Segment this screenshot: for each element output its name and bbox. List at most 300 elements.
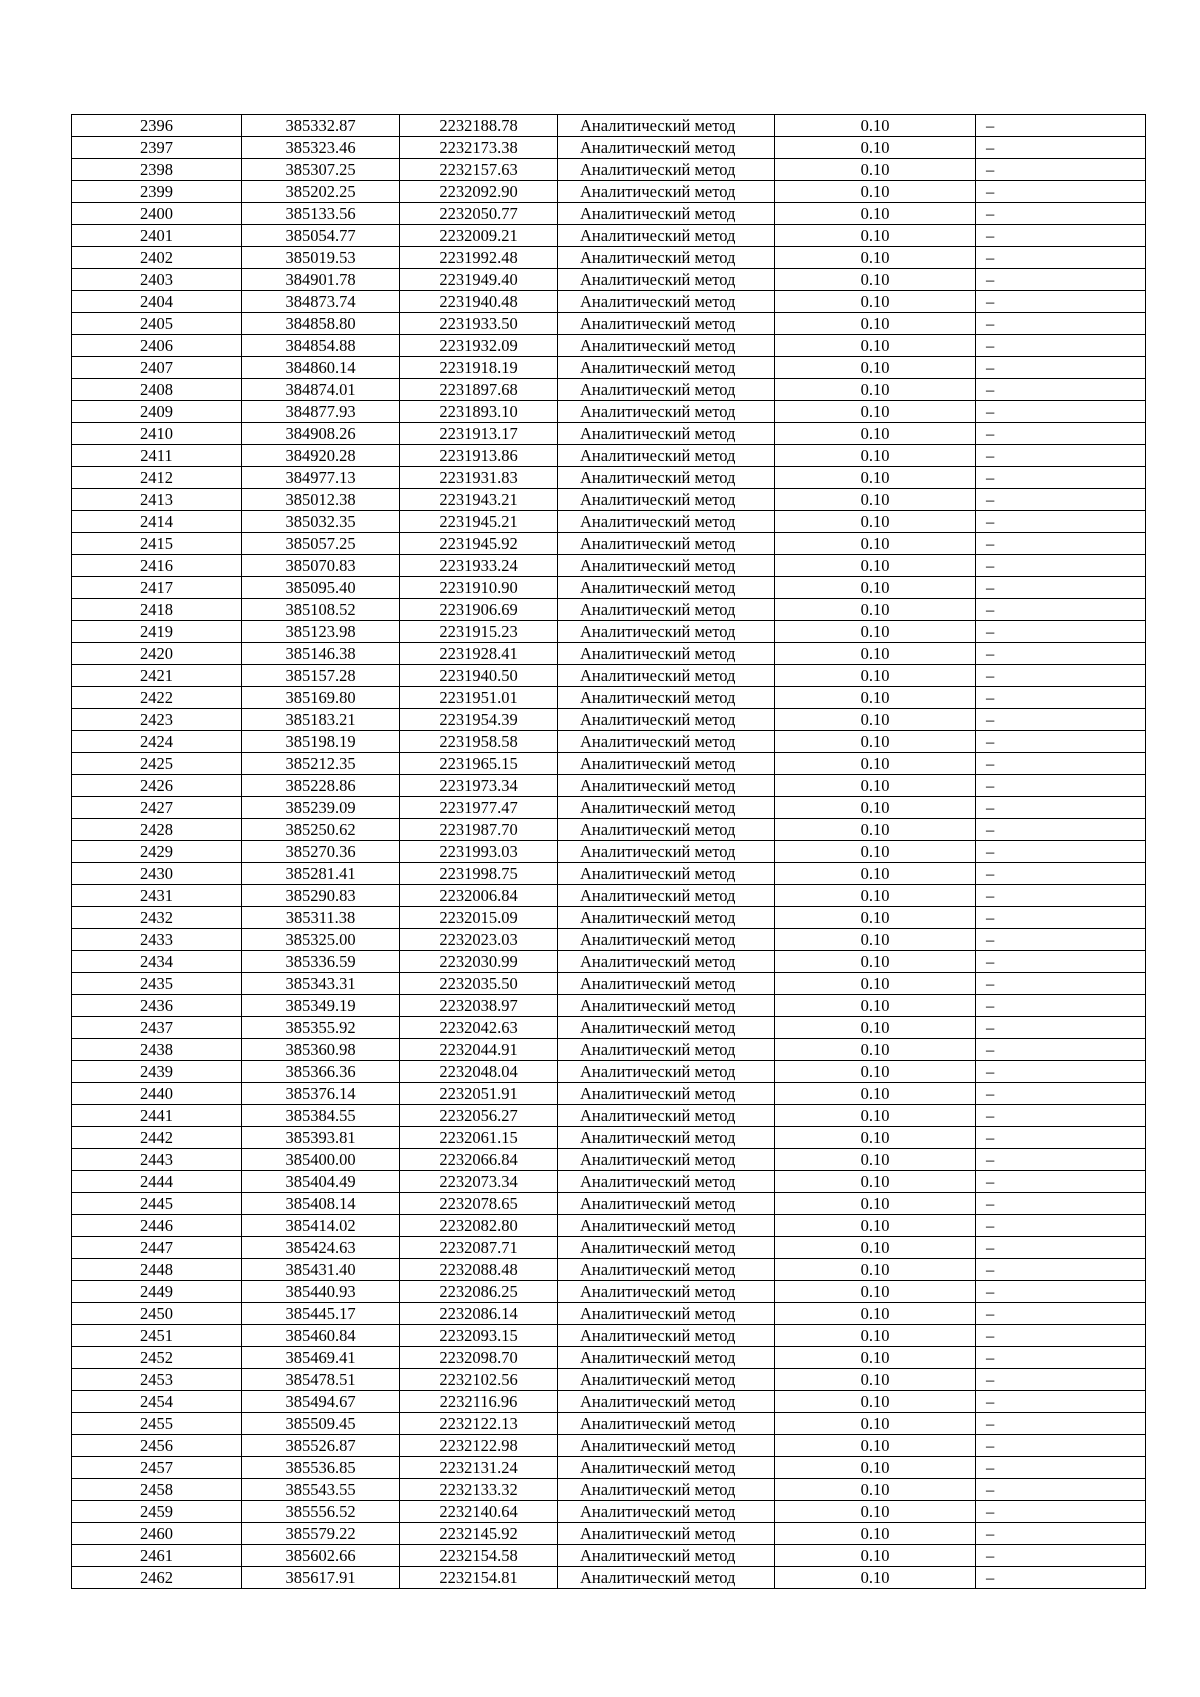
method-cell: Аналитический метод: [558, 159, 775, 181]
x-coordinate-cell: 385070.83: [242, 555, 400, 577]
x-coordinate-cell: 385133.56: [242, 203, 400, 225]
y-coordinate-cell: 2232173.38: [400, 137, 558, 159]
table-row: [72, 269, 1146, 291]
note-cell: –: [976, 1457, 1146, 1479]
method-cell: Аналитический метод: [558, 775, 775, 797]
table-row: [72, 225, 1146, 247]
point-number-cell: 2445: [72, 1193, 242, 1215]
x-coordinate-cell: 385393.81: [242, 1127, 400, 1149]
method-cell: Аналитический метод: [558, 247, 775, 269]
table-row: [72, 357, 1146, 379]
method-cell: Аналитический метод: [558, 1567, 775, 1589]
method-cell: Аналитический метод: [558, 313, 775, 335]
x-coordinate-cell: 385400.00: [242, 1149, 400, 1171]
note-cell: –: [976, 1017, 1146, 1039]
y-coordinate-cell: 2231977.47: [400, 797, 558, 819]
table-row: [72, 885, 1146, 907]
note-cell: –: [976, 423, 1146, 445]
y-coordinate-cell: 2232154.81: [400, 1567, 558, 1589]
method-cell: Аналитический метод: [558, 1347, 775, 1369]
note-cell: –: [976, 929, 1146, 951]
note-cell: –: [976, 1479, 1146, 1501]
note-cell: –: [976, 1325, 1146, 1347]
accuracy-cell: 0.10: [775, 401, 976, 423]
method-cell: Аналитический метод: [558, 1391, 775, 1413]
x-coordinate-cell: 385509.45: [242, 1413, 400, 1435]
x-coordinate-cell: 385424.63: [242, 1237, 400, 1259]
x-coordinate-cell: 385336.59: [242, 951, 400, 973]
point-number-cell: 2399: [72, 181, 242, 203]
method-cell: Аналитический метод: [558, 1215, 775, 1237]
note-cell: –: [976, 687, 1146, 709]
x-coordinate-cell: 385440.93: [242, 1281, 400, 1303]
note-cell: –: [976, 489, 1146, 511]
point-number-cell: 2420: [72, 643, 242, 665]
table-row: [72, 1545, 1146, 1567]
point-number-cell: 2396: [72, 115, 242, 137]
accuracy-cell: 0.10: [775, 357, 976, 379]
x-coordinate-cell: 385478.51: [242, 1369, 400, 1391]
table-row: [72, 181, 1146, 203]
point-number-cell: 2452: [72, 1347, 242, 1369]
note-cell: –: [976, 775, 1146, 797]
method-cell: Аналитический метод: [558, 1259, 775, 1281]
table-row: [72, 753, 1146, 775]
note-cell: –: [976, 1391, 1146, 1413]
y-coordinate-cell: 2232073.34: [400, 1171, 558, 1193]
x-coordinate-cell: 384920.28: [242, 445, 400, 467]
accuracy-cell: 0.10: [775, 555, 976, 577]
method-cell: Аналитический метод: [558, 1501, 775, 1523]
point-number-cell: 2441: [72, 1105, 242, 1127]
note-cell: –: [976, 1567, 1146, 1589]
point-number-cell: 2404: [72, 291, 242, 313]
x-coordinate-cell: 385526.87: [242, 1435, 400, 1457]
table-row: [72, 445, 1146, 467]
y-coordinate-cell: 2232082.80: [400, 1215, 558, 1237]
table-row: [72, 1501, 1146, 1523]
point-number-cell: 2455: [72, 1413, 242, 1435]
method-cell: Аналитический метод: [558, 841, 775, 863]
table-row: [72, 1567, 1146, 1589]
table-row: [72, 1523, 1146, 1545]
y-coordinate-cell: 2232051.91: [400, 1083, 558, 1105]
method-cell: Аналитический метод: [558, 1039, 775, 1061]
table-row: [72, 423, 1146, 445]
table-row: [72, 819, 1146, 841]
method-cell: Аналитический метод: [558, 489, 775, 511]
table-row: [72, 577, 1146, 599]
table-row: [72, 863, 1146, 885]
y-coordinate-cell: 2231943.21: [400, 489, 558, 511]
method-cell: Аналитический метод: [558, 665, 775, 687]
method-cell: Аналитический метод: [558, 1083, 775, 1105]
method-cell: Аналитический метод: [558, 753, 775, 775]
accuracy-cell: 0.10: [775, 841, 976, 863]
table-row: [72, 1149, 1146, 1171]
note-cell: –: [976, 225, 1146, 247]
table-row: [72, 621, 1146, 643]
point-number-cell: 2433: [72, 929, 242, 951]
x-coordinate-cell: 385270.36: [242, 841, 400, 863]
x-coordinate-cell: 385323.46: [242, 137, 400, 159]
method-cell: Аналитический метод: [558, 401, 775, 423]
point-number-cell: 2457: [72, 1457, 242, 1479]
x-coordinate-cell: 385384.55: [242, 1105, 400, 1127]
point-number-cell: 2458: [72, 1479, 242, 1501]
accuracy-cell: 0.10: [775, 1149, 976, 1171]
method-cell: Аналитический метод: [558, 225, 775, 247]
y-coordinate-cell: 2232044.91: [400, 1039, 558, 1061]
method-cell: Аналитический метод: [558, 1149, 775, 1171]
accuracy-cell: 0.10: [775, 1215, 976, 1237]
table-row: [72, 1303, 1146, 1325]
note-cell: –: [976, 1149, 1146, 1171]
accuracy-cell: 0.10: [775, 489, 976, 511]
note-cell: –: [976, 709, 1146, 731]
method-cell: Аналитический метод: [558, 467, 775, 489]
method-cell: Аналитический метод: [558, 1523, 775, 1545]
accuracy-cell: 0.10: [775, 621, 976, 643]
note-cell: –: [976, 951, 1146, 973]
note-cell: –: [976, 885, 1146, 907]
note-cell: –: [976, 797, 1146, 819]
x-coordinate-cell: 385355.92: [242, 1017, 400, 1039]
note-cell: –: [976, 1039, 1146, 1061]
method-cell: Аналитический метод: [558, 1017, 775, 1039]
method-cell: Аналитический метод: [558, 599, 775, 621]
table-row: [72, 1127, 1146, 1149]
accuracy-cell: 0.10: [775, 797, 976, 819]
y-coordinate-cell: 2232092.90: [400, 181, 558, 203]
y-coordinate-cell: 2232009.21: [400, 225, 558, 247]
note-cell: –: [976, 1259, 1146, 1281]
y-coordinate-cell: 2231933.50: [400, 313, 558, 335]
accuracy-cell: 0.10: [775, 907, 976, 929]
point-number-cell: 2411: [72, 445, 242, 467]
table-row: [72, 1171, 1146, 1193]
x-coordinate-cell: 385054.77: [242, 225, 400, 247]
note-cell: –: [976, 533, 1146, 555]
y-coordinate-cell: 2231945.21: [400, 511, 558, 533]
note-cell: –: [976, 555, 1146, 577]
method-cell: Аналитический метод: [558, 1105, 775, 1127]
table-row: [72, 1105, 1146, 1127]
accuracy-cell: 0.10: [775, 423, 976, 445]
y-coordinate-cell: 2231897.68: [400, 379, 558, 401]
table-row: [72, 1193, 1146, 1215]
point-number-cell: 2439: [72, 1061, 242, 1083]
y-coordinate-cell: 2231928.41: [400, 643, 558, 665]
x-coordinate-cell: 385212.35: [242, 753, 400, 775]
y-coordinate-cell: 2231893.10: [400, 401, 558, 423]
method-cell: Аналитический метод: [558, 1281, 775, 1303]
accuracy-cell: 0.10: [775, 269, 976, 291]
method-cell: Аналитический метод: [558, 511, 775, 533]
point-number-cell: 2400: [72, 203, 242, 225]
y-coordinate-cell: 2231945.92: [400, 533, 558, 555]
x-coordinate-cell: 385536.85: [242, 1457, 400, 1479]
accuracy-cell: 0.10: [775, 335, 976, 357]
y-coordinate-cell: 2232102.56: [400, 1369, 558, 1391]
table-row: [72, 401, 1146, 423]
table-row: [72, 1347, 1146, 1369]
y-coordinate-cell: 2232088.48: [400, 1259, 558, 1281]
x-coordinate-cell: 384854.88: [242, 335, 400, 357]
accuracy-cell: 0.10: [775, 1171, 976, 1193]
method-cell: Аналитический метод: [558, 621, 775, 643]
y-coordinate-cell: 2232023.03: [400, 929, 558, 951]
accuracy-cell: 0.10: [775, 1457, 976, 1479]
accuracy-cell: 0.10: [775, 181, 976, 203]
table-row: [72, 1083, 1146, 1105]
accuracy-cell: 0.10: [775, 929, 976, 951]
note-cell: –: [976, 1369, 1146, 1391]
table-row: [72, 533, 1146, 555]
point-number-cell: 2459: [72, 1501, 242, 1523]
y-coordinate-cell: 2231987.70: [400, 819, 558, 841]
y-coordinate-cell: 2232145.92: [400, 1523, 558, 1545]
point-number-cell: 2413: [72, 489, 242, 511]
note-cell: –: [976, 401, 1146, 423]
point-number-cell: 2451: [72, 1325, 242, 1347]
coordinates-table: [71, 114, 1146, 1589]
table-row: [72, 1457, 1146, 1479]
table-row: [72, 1479, 1146, 1501]
x-coordinate-cell: 385250.62: [242, 819, 400, 841]
note-cell: –: [976, 1347, 1146, 1369]
accuracy-cell: 0.10: [775, 709, 976, 731]
x-coordinate-cell: 385032.35: [242, 511, 400, 533]
accuracy-cell: 0.10: [775, 467, 976, 489]
point-number-cell: 2440: [72, 1083, 242, 1105]
accuracy-cell: 0.10: [775, 599, 976, 621]
method-cell: Аналитический метод: [558, 269, 775, 291]
accuracy-cell: 0.10: [775, 643, 976, 665]
point-number-cell: 2424: [72, 731, 242, 753]
x-coordinate-cell: 385460.84: [242, 1325, 400, 1347]
method-cell: Аналитический метод: [558, 1237, 775, 1259]
point-number-cell: 2436: [72, 995, 242, 1017]
note-cell: –: [976, 1281, 1146, 1303]
point-number-cell: 2427: [72, 797, 242, 819]
point-number-cell: 2454: [72, 1391, 242, 1413]
y-coordinate-cell: 2232093.15: [400, 1325, 558, 1347]
point-number-cell: 2414: [72, 511, 242, 533]
table-row: [72, 841, 1146, 863]
x-coordinate-cell: 385325.00: [242, 929, 400, 951]
y-coordinate-cell: 2231913.17: [400, 423, 558, 445]
x-coordinate-cell: 385602.66: [242, 1545, 400, 1567]
point-number-cell: 2403: [72, 269, 242, 291]
y-coordinate-cell: 2232056.27: [400, 1105, 558, 1127]
x-coordinate-cell: 385431.40: [242, 1259, 400, 1281]
note-cell: –: [976, 665, 1146, 687]
accuracy-cell: 0.10: [775, 1391, 976, 1413]
accuracy-cell: 0.10: [775, 1523, 976, 1545]
note-cell: –: [976, 181, 1146, 203]
method-cell: Аналитический метод: [558, 291, 775, 313]
x-coordinate-cell: 385307.25: [242, 159, 400, 181]
method-cell: Аналитический метод: [558, 951, 775, 973]
table-row: [72, 247, 1146, 269]
table-row: [72, 709, 1146, 731]
note-cell: –: [976, 313, 1146, 335]
accuracy-cell: 0.10: [775, 951, 976, 973]
accuracy-cell: 0.10: [775, 137, 976, 159]
x-coordinate-cell: 385239.09: [242, 797, 400, 819]
method-cell: Аналитический метод: [558, 1061, 775, 1083]
method-cell: Аналитический метод: [558, 731, 775, 753]
table-row: [72, 467, 1146, 489]
y-coordinate-cell: 2232122.98: [400, 1435, 558, 1457]
table-row: [72, 1259, 1146, 1281]
method-cell: Аналитический метод: [558, 995, 775, 1017]
method-cell: Аналитический метод: [558, 1171, 775, 1193]
y-coordinate-cell: 2231931.83: [400, 467, 558, 489]
note-cell: –: [976, 1545, 1146, 1567]
y-coordinate-cell: 2232038.97: [400, 995, 558, 1017]
method-cell: Аналитический метод: [558, 973, 775, 995]
y-coordinate-cell: 2231910.90: [400, 577, 558, 599]
x-coordinate-cell: 384901.78: [242, 269, 400, 291]
table-row: [72, 687, 1146, 709]
accuracy-cell: 0.10: [775, 1479, 976, 1501]
table-row: [72, 159, 1146, 181]
point-number-cell: 2407: [72, 357, 242, 379]
point-number-cell: 2432: [72, 907, 242, 929]
table-row: [72, 1391, 1146, 1413]
method-cell: Аналитический метод: [558, 1127, 775, 1149]
y-coordinate-cell: 2231973.34: [400, 775, 558, 797]
y-coordinate-cell: 2232133.32: [400, 1479, 558, 1501]
method-cell: Аналитический метод: [558, 1325, 775, 1347]
accuracy-cell: 0.10: [775, 115, 976, 137]
table-row: [72, 797, 1146, 819]
accuracy-cell: 0.10: [775, 885, 976, 907]
method-cell: Аналитический метод: [558, 907, 775, 929]
y-coordinate-cell: 2231992.48: [400, 247, 558, 269]
x-coordinate-cell: 385095.40: [242, 577, 400, 599]
point-number-cell: 2434: [72, 951, 242, 973]
note-cell: –: [976, 1523, 1146, 1545]
point-number-cell: 2408: [72, 379, 242, 401]
method-cell: Аналитический метод: [558, 445, 775, 467]
point-number-cell: 2405: [72, 313, 242, 335]
x-coordinate-cell: 385556.52: [242, 1501, 400, 1523]
method-cell: Аналитический метод: [558, 687, 775, 709]
accuracy-cell: 0.10: [775, 1369, 976, 1391]
point-number-cell: 2426: [72, 775, 242, 797]
point-number-cell: 2406: [72, 335, 242, 357]
note-cell: –: [976, 1083, 1146, 1105]
y-coordinate-cell: 2231940.48: [400, 291, 558, 313]
accuracy-cell: 0.10: [775, 995, 976, 1017]
accuracy-cell: 0.10: [775, 665, 976, 687]
method-cell: Аналитический метод: [558, 533, 775, 555]
note-cell: –: [976, 1105, 1146, 1127]
coordinates-table-body: [72, 115, 1146, 1589]
x-coordinate-cell: 385469.41: [242, 1347, 400, 1369]
point-number-cell: 2401: [72, 225, 242, 247]
y-coordinate-cell: 2232140.64: [400, 1501, 558, 1523]
y-coordinate-cell: 2232086.14: [400, 1303, 558, 1325]
table-row: [72, 775, 1146, 797]
x-coordinate-cell: 385183.21: [242, 709, 400, 731]
point-number-cell: 2444: [72, 1171, 242, 1193]
method-cell: Аналитический метод: [558, 555, 775, 577]
x-coordinate-cell: 384977.13: [242, 467, 400, 489]
x-coordinate-cell: 384873.74: [242, 291, 400, 313]
point-number-cell: 2450: [72, 1303, 242, 1325]
x-coordinate-cell: 385281.41: [242, 863, 400, 885]
note-cell: –: [976, 1303, 1146, 1325]
x-coordinate-cell: 385228.86: [242, 775, 400, 797]
table-row: [72, 489, 1146, 511]
table-row: [72, 379, 1146, 401]
x-coordinate-cell: 385376.14: [242, 1083, 400, 1105]
accuracy-cell: 0.10: [775, 1325, 976, 1347]
point-number-cell: 2462: [72, 1567, 242, 1589]
method-cell: Аналитический метод: [558, 335, 775, 357]
table-row: [72, 643, 1146, 665]
accuracy-cell: 0.10: [775, 775, 976, 797]
note-cell: –: [976, 335, 1146, 357]
point-number-cell: 2460: [72, 1523, 242, 1545]
table-row: [72, 1017, 1146, 1039]
y-coordinate-cell: 2232086.25: [400, 1281, 558, 1303]
x-coordinate-cell: 385311.38: [242, 907, 400, 929]
method-cell: Аналитический метод: [558, 1457, 775, 1479]
point-number-cell: 2419: [72, 621, 242, 643]
y-coordinate-cell: 2231954.39: [400, 709, 558, 731]
method-cell: Аналитический метод: [558, 643, 775, 665]
method-cell: Аналитический метод: [558, 203, 775, 225]
x-coordinate-cell: 384858.80: [242, 313, 400, 335]
table-row: [72, 1413, 1146, 1435]
method-cell: Аналитический метод: [558, 1369, 775, 1391]
point-number-cell: 2443: [72, 1149, 242, 1171]
method-cell: Аналитический метод: [558, 577, 775, 599]
accuracy-cell: 0.10: [775, 1545, 976, 1567]
y-coordinate-cell: 2231915.23: [400, 621, 558, 643]
method-cell: Аналитический метод: [558, 1303, 775, 1325]
table-row: [72, 1325, 1146, 1347]
note-cell: –: [976, 753, 1146, 775]
y-coordinate-cell: 2231918.19: [400, 357, 558, 379]
x-coordinate-cell: 385617.91: [242, 1567, 400, 1589]
note-cell: –: [976, 1193, 1146, 1215]
y-coordinate-cell: 2231993.03: [400, 841, 558, 863]
accuracy-cell: 0.10: [775, 1303, 976, 1325]
x-coordinate-cell: 385349.19: [242, 995, 400, 1017]
method-cell: Аналитический метод: [558, 181, 775, 203]
x-coordinate-cell: 385445.17: [242, 1303, 400, 1325]
note-cell: –: [976, 1127, 1146, 1149]
note-cell: –: [976, 357, 1146, 379]
note-cell: –: [976, 159, 1146, 181]
table-row: [72, 973, 1146, 995]
table-row: [72, 313, 1146, 335]
point-number-cell: 2417: [72, 577, 242, 599]
y-coordinate-cell: 2232078.65: [400, 1193, 558, 1215]
accuracy-cell: 0.10: [775, 577, 976, 599]
point-number-cell: 2409: [72, 401, 242, 423]
method-cell: Аналитический метод: [558, 885, 775, 907]
accuracy-cell: 0.10: [775, 313, 976, 335]
x-coordinate-cell: 385019.53: [242, 247, 400, 269]
point-number-cell: 2398: [72, 159, 242, 181]
